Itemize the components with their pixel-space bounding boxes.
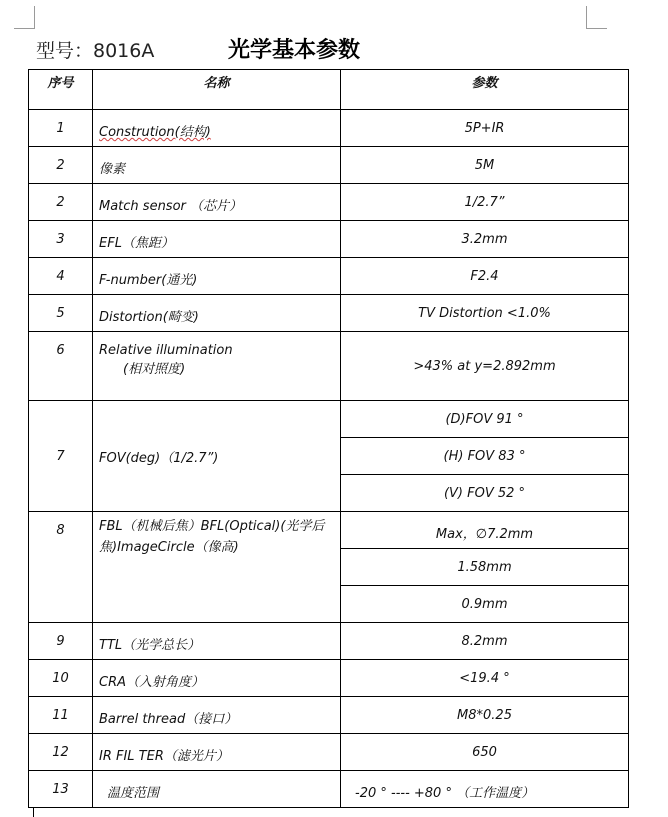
- row-name: Match sensor （芯片）: [93, 184, 341, 221]
- table-row: [29, 401, 629, 438]
- row-number: 7: [29, 401, 93, 512]
- row-name: [93, 110, 341, 147]
- row-name-line: (相对照度): [123, 362, 186, 377]
- row-number: 9: [29, 623, 93, 660]
- row-value: F2.4: [341, 258, 629, 295]
- table-row: [29, 512, 629, 549]
- row-value: 650: [341, 734, 629, 771]
- row-number: 2: [29, 147, 93, 184]
- table-row: [29, 771, 629, 808]
- row-value: 1/2.7”: [341, 184, 629, 221]
- row-name: [93, 332, 341, 401]
- row-number: 6: [29, 332, 93, 401]
- table-row: [29, 184, 629, 221]
- table-row: [29, 623, 629, 660]
- row-value: (H) FOV 83 °: [341, 438, 629, 475]
- row-name: [93, 771, 341, 808]
- row-name: 像素: [93, 147, 341, 184]
- table-row: [29, 258, 629, 295]
- row-number: 2: [29, 184, 93, 221]
- row-name: TTL（光学总长）: [93, 623, 341, 660]
- row-name: Barrel thread（接口）: [93, 697, 341, 734]
- row-number: 12: [29, 734, 93, 771]
- table-row: [29, 295, 629, 332]
- row-name-text: 温度范围: [107, 786, 160, 801]
- row-name: F-number(通光): [93, 258, 341, 295]
- row-number: 1: [29, 110, 93, 147]
- text-cursor: [33, 808, 34, 817]
- row-name: IR FIL TER（滤光片）: [93, 734, 341, 771]
- table-row: [29, 332, 629, 401]
- row-name: FOV(deg)（1/2.7”): [93, 401, 341, 512]
- row-number: 4: [29, 258, 93, 295]
- row-name: EFL（焦距）: [93, 221, 341, 258]
- row-value: (D)FOV 91 °: [341, 401, 629, 438]
- column-header-no: 序号: [29, 70, 93, 110]
- row-value: 3.2mm: [341, 221, 629, 258]
- table-row: [29, 697, 629, 734]
- table-row: [29, 734, 629, 771]
- row-value: 5M: [341, 147, 629, 184]
- row-number: 3: [29, 221, 93, 258]
- column-header-value: 参数: [341, 70, 629, 110]
- page-title: 光学基本参数: [228, 37, 361, 63]
- table-row: [29, 221, 629, 258]
- row-number: 10: [29, 660, 93, 697]
- row-value: >43% at y=2.892mm: [341, 332, 629, 401]
- row-value: 0.9mm: [341, 586, 629, 623]
- row-name-text: FBL（机械后焦）BFL(Optical)(光学后焦)ImageCircle（像高): [99, 519, 325, 555]
- table-row: [29, 110, 629, 147]
- row-number: 11: [29, 697, 93, 734]
- table-row: [29, 660, 629, 697]
- page-corner-mark-left: [14, 6, 35, 29]
- row-value: M8*0.25: [341, 697, 629, 734]
- row-value: TV Distortion <1.0%: [341, 295, 629, 332]
- table-header-row: [29, 70, 629, 110]
- row-name-line: Relative illumination: [99, 343, 233, 358]
- model-label: 型号：8016A: [36, 40, 155, 62]
- row-name: Distortion(畸变): [93, 295, 341, 332]
- row-number: 8: [29, 512, 93, 623]
- row-number: 5: [29, 295, 93, 332]
- row-value: (V) FOV 52 °: [341, 475, 629, 512]
- row-value: <19.4 °: [341, 660, 629, 697]
- row-name: CRA（入射角度）: [93, 660, 341, 697]
- optical-parameters-table: [28, 69, 629, 808]
- row-value: 5P+IR: [341, 110, 629, 147]
- row-value: -20 ° ---- +80 ° （工作温度）: [341, 771, 629, 808]
- row-value: 8.2mm: [341, 623, 629, 660]
- page-corner-mark-right: [586, 6, 607, 29]
- row-number: 13: [29, 771, 93, 808]
- row-name-text: Constrution(结构): [99, 125, 211, 140]
- row-value: Max，∅7.2mm: [341, 512, 629, 549]
- row-value: 1.58mm: [341, 549, 629, 586]
- table-row: [29, 147, 629, 184]
- column-header-name: 名称: [93, 70, 341, 110]
- row-name: [93, 512, 341, 623]
